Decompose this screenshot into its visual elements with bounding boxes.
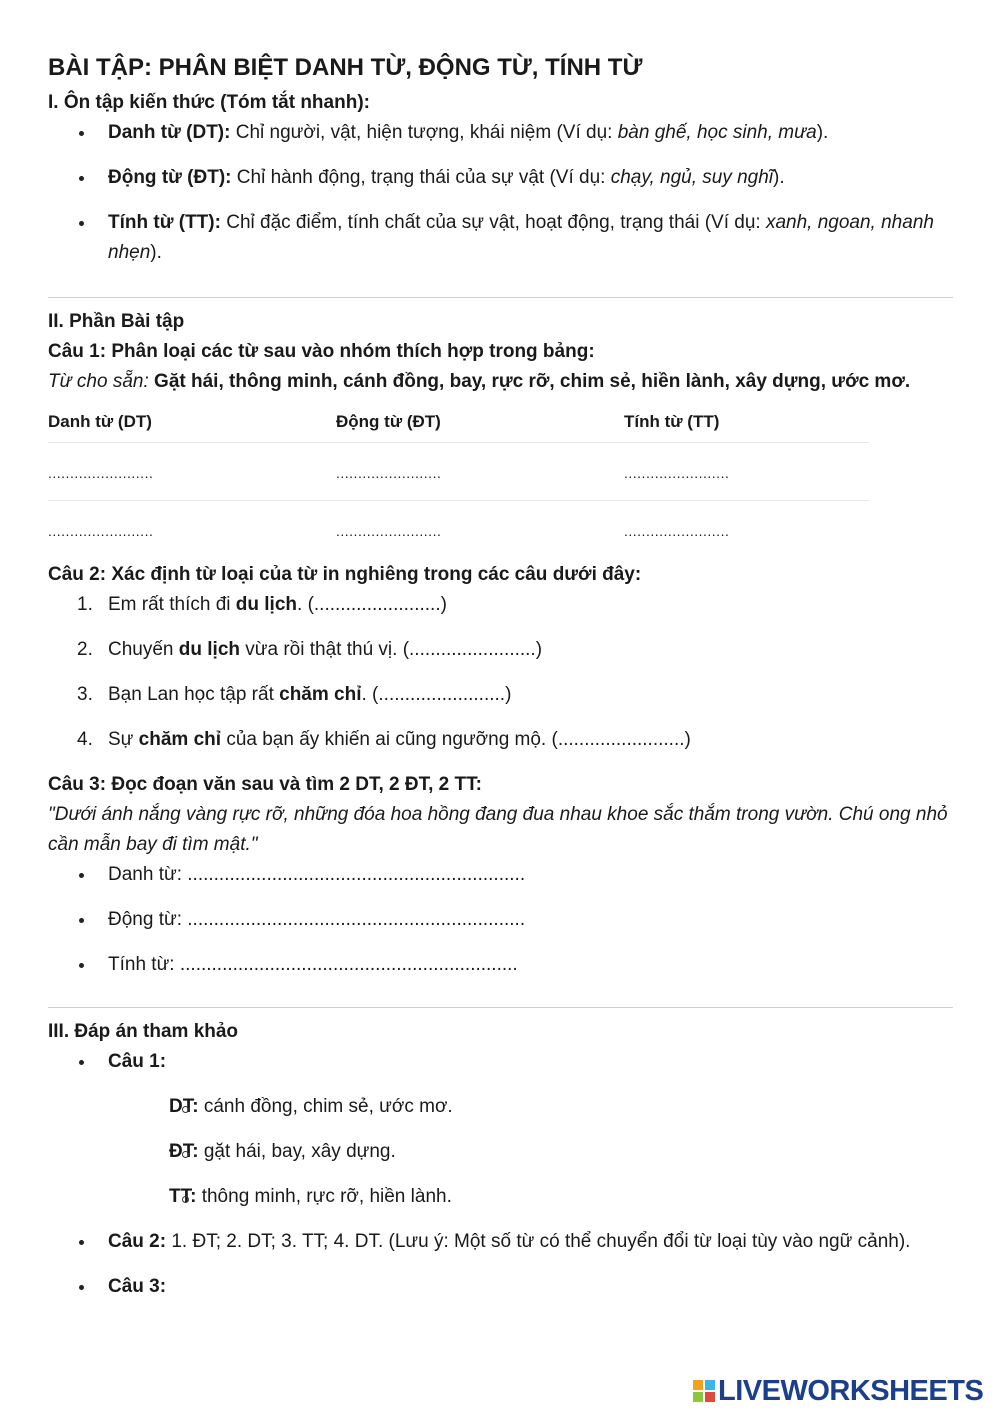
question-3-heading: Câu 3: Đọc đoạn văn sau và tìm 2 DT, 2 ĐT, 2 TT: [48,774,482,795]
answer-blank[interactable]: ........................ [624,523,730,539]
list-item: 1. Em rất thích đi du lịch. (........................) [77,594,447,615]
list-item: DT: cánh đồng, chim sẻ, ước mơ. [48,1092,953,1122]
liveworksheets-logo [693,1376,983,1406]
section-1-heading: I. Ôn tập kiến thức (Tóm tắt nhanh): [48,92,370,113]
question-3-passage: "Dưới ánh nắng vàng rực rỡ, những đóa hoa hồng đang đua nhau khoe sắc thắm trong vườn. Chú ong nhỏ cần mẫn bay đi tìm mật." [48,804,948,855]
answer-blank[interactable]: Danh từ: ................................................................ [48,860,953,890]
summary-item-noun: Danh từ (DT): Chỉ người, vật, hiện tượng, khái niệm (Ví dụ: bàn ghế, học sinh, mưa). [48,118,953,148]
answer-blank[interactable]: vừa rồi thật thú vị. (........................) [240,639,543,660]
classification-table [48,402,869,558]
list-item: 3. Bạn Lan học tập rất chăm chỉ. (........................) [77,684,512,705]
answer-blank[interactable]: ........................ [336,523,442,539]
liveworksheets-logo-text: LIVEWORKSHEETS [718,1375,984,1407]
answer-blank[interactable]: của bạn ấy khiến ai cũng ngưỡng mộ. (........................) [221,729,691,750]
list-item: 2. Chuyến du lịch vừa rồi thật thú vị. (........................) [77,639,543,660]
answer-1-sublist [48,1092,953,1212]
table-header-noun: Danh từ (DT) [48,402,336,443]
worksheet-title: BÀI TẬP: PHÂN BIỆT DANH TỪ, ĐỘNG TỪ, TÍNH TỪ [48,54,643,81]
liveworksheets-logo-icon [693,1380,715,1402]
answer-blank[interactable]: . (........................) [297,594,447,615]
summary-item-adjective: Tính từ (TT): Chỉ đặc điểm, tính chất của sự vật, hoạt động, trạng thái (Ví dụ: xanh, ngoan, nhanh nhẹn). [48,208,953,268]
worksheet-page [48,50,953,1302]
answers-list [48,1047,953,1302]
answer-1: Câu 1: DT: cánh đồng, chim sẻ, ước mơ. ĐT: gặt hái, bay, xây dựng. TT: thông minh, rực rỡ, hiền lành. [48,1047,953,1212]
section-2-heading: II. Phần Bài tập [48,311,185,332]
answer-blank[interactable]: Tính từ: ................................................................ [48,950,953,980]
answer-blank[interactable]: . (........................) [361,684,512,705]
question-2-list [48,590,953,755]
list-item: TT: thông minh, rực rỡ, hiền lành. [48,1182,953,1212]
divider [48,1007,953,1008]
answer-blank[interactable]: ........................ [48,443,336,501]
summary-list [48,118,953,268]
list-item: ĐT: gặt hái, bay, xây dựng. [48,1137,953,1167]
given-words: Từ cho sẵn: Gặt hái, thông minh, cánh đồng, bay, rực rỡ, chim sẻ, hiền lành, xây dựng, ước mơ. [48,371,911,392]
answer-2: Câu 2: 1. ĐT; 2. DT; 3. TT; 4. DT. (Lưu ý: Một số từ có thể chuyển đổi từ loại tùy vào ngữ cảnh). [48,1227,953,1257]
summary-item-verb: Động từ (ĐT): Chỉ hành động, trạng thái của sự vật (Ví dụ: chạy, ngủ, suy nghĩ). [48,163,953,193]
answer-blank[interactable]: ........................ [336,443,624,501]
question-2-heading: Câu 2: Xác định từ loại của từ in nghiêng trong các câu dưới đây: [48,564,642,585]
table-header-verb: Động từ (ĐT) [336,402,624,443]
answer-blank[interactable]: ........................ [48,523,154,539]
question-3-list [48,860,953,980]
section-3-heading: III. Đáp án tham khảo [48,1021,239,1042]
table-header-adjective: Tính từ (TT) [624,402,869,443]
answer-3: Câu 3: [48,1272,953,1302]
answer-blank[interactable]: Động từ: ................................................................ [48,905,953,935]
divider [48,297,953,298]
question-1-heading: Câu 1: Phân loại các từ sau vào nhóm thích hợp trong bảng: [48,341,595,362]
answer-blank[interactable]: ........................ [624,443,869,501]
list-item: 4. Sự chăm chỉ của bạn ấy khiến ai cũng ngưỡng mộ. (........................) [77,729,691,750]
